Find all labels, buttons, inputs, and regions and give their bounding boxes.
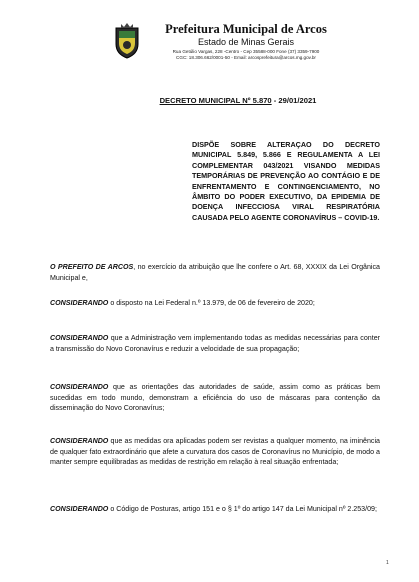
paragraph-text: o disposto na Lei Federal n.º 13.979, de 06 de fevereiro de 2020; bbox=[108, 299, 315, 307]
address-line bbox=[150, 49, 342, 61]
decree-date: - 29/01/2021 bbox=[271, 96, 317, 105]
decree-title bbox=[118, 96, 358, 106]
decree-number: DECRETO MUNICIPAL Nº 5.870 bbox=[159, 96, 272, 105]
paragraph-considerando-4 bbox=[50, 436, 380, 468]
paragraph-text: que a Administração vem implementando todas as medidas necessárias para conter a transmissão do Novo Coronavírus e reduzir a velocidade de sua propagação; bbox=[50, 334, 380, 353]
page-number: 1 bbox=[386, 560, 389, 566]
paragraph-considerando-5 bbox=[50, 504, 380, 515]
organization-name: Prefeitura Municipal de Arcos bbox=[165, 22, 327, 36]
paragraph-lead: CONSIDERANDO bbox=[50, 505, 109, 513]
paragraph-lead: CONSIDERANDO bbox=[50, 383, 109, 391]
coat-of-arms-icon bbox=[112, 22, 142, 60]
address-line-1: Rua Getúlio Vargas, 228 -Centro - Cep 35588-000 Fone (37) 3359-7900 bbox=[172, 49, 320, 54]
state-name: Estado de Minas Gerais bbox=[197, 37, 295, 47]
paragraph-text: que as medidas ora aplicadas podem ser revistas a qualquer momento, na iminência de qualquer fato extraordinário que afete a curvatura dos casos de Coronavírus no Município, de modo a manter sempre equilibradas as medidas de restrição em relação à real situação enfrentada; bbox=[50, 437, 380, 467]
paragraph-text: , no exercício da atribuição que lhe confere o Art. 68, XXXIX da Lei Orgânica Municipal e, bbox=[50, 263, 380, 282]
paragraph-lead: CONSIDERANDO bbox=[50, 334, 109, 342]
letterhead bbox=[112, 22, 342, 74]
ementa: DISPÕE SOBRE ALTERAÇAO DO DECRETO MUNICIPAL 5.849, 5.866 E REGULAMENTA A LEI COMPLEMENTAR 043/2021 VISANDO MEDIDAS TEMPORÁRIAS DE PREVENÇÃO AO CONTÁGIO E DE ENFRENTAMENTO E CONTINGENCIAMENTO, NO ÂMBITO DO PODER EXECUTIVO, DA EPIDEMIA DE DOENÇA INFECCIOSA VIRAL RESPIRATÓRIA CAUSADA PELO AGENTE CORONAVÍRUS – COVID-19. bbox=[192, 140, 380, 222]
paragraph-text: que as orientações das autoridades de saúde, assim como as práticas bem sucedidas em todo mundo, demonstram a eficiência do uso de máscaras para contenção da disseminação do Novo Coronavírus; bbox=[50, 383, 380, 413]
paragraph-lead: CONSIDERANDO bbox=[50, 299, 109, 307]
paragraph-preamble bbox=[50, 262, 380, 283]
paragraph-considerando-3 bbox=[50, 382, 380, 414]
paragraph-lead: O PREFEITO DE ARCOS bbox=[50, 263, 134, 271]
paragraph-lead: CONSIDERANDO bbox=[50, 437, 109, 445]
paragraph-text: o Código de Posturas, artigo 151 e o § 1º do artigo 147 da Lei Municipal nº 2.253/09; bbox=[108, 505, 377, 513]
paragraph-considerando-2 bbox=[50, 333, 380, 354]
paragraph-considerando-1 bbox=[50, 298, 380, 309]
address-line-2: CGC: 18.306.662/0001-50 - Email: arcosprefeitura@arcos.mg.gov.br bbox=[176, 55, 316, 60]
